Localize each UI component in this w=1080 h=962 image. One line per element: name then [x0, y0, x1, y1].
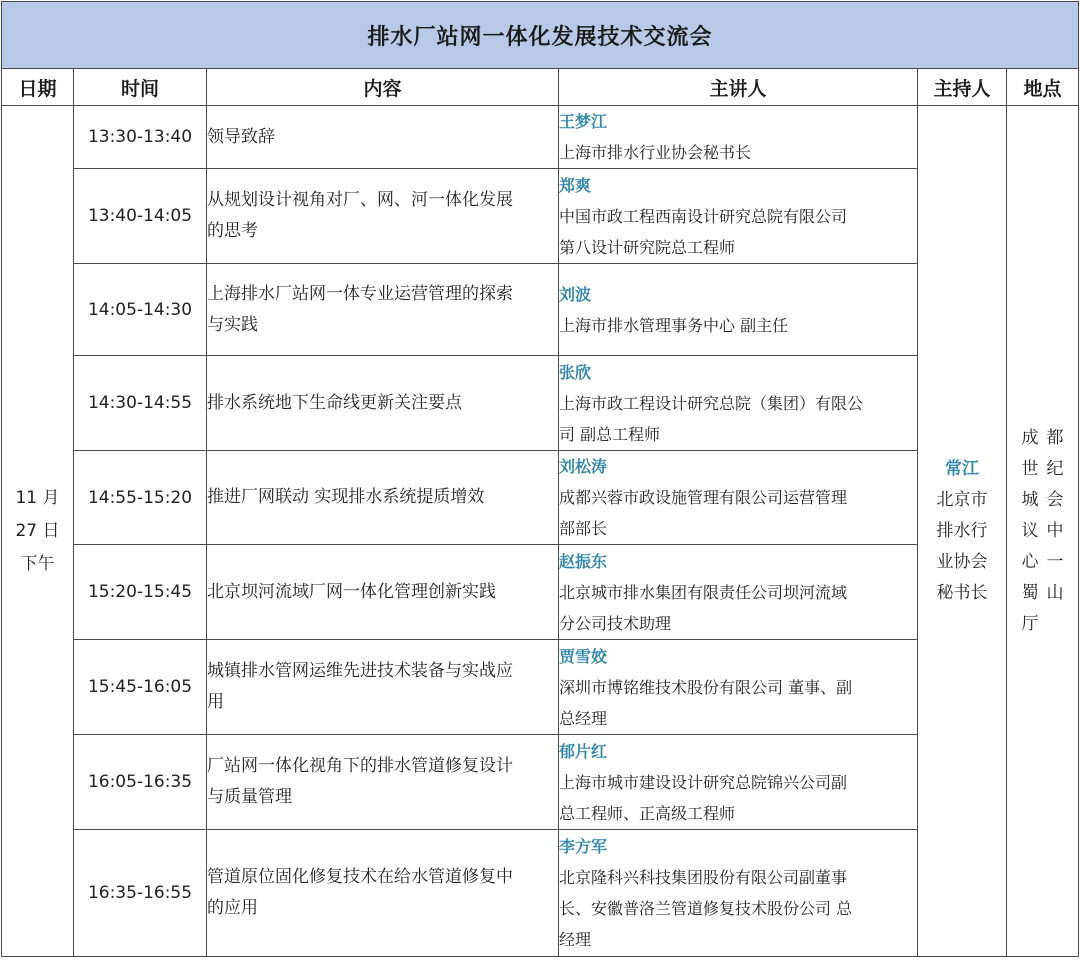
col-header-content: 内容: [207, 69, 559, 106]
speaker-org-line: 北京隆科兴科技集团股份有限公司副董事: [559, 868, 848, 887]
host-org-line: 秘书长: [936, 582, 988, 603]
col-header-date: 日期: [2, 69, 74, 106]
time-cell: 14:05-14:30: [74, 264, 207, 356]
page-title: 排水厂站网一体化发展技术交流会: [2, 2, 1079, 69]
speaker-name: 郁片红: [559, 741, 608, 761]
header-row: [2, 69, 1079, 106]
speaker-org-line: 总工程师、正高级工程师: [559, 803, 736, 823]
speaker-cell: [559, 264, 918, 356]
content-line: 厂站网一体化视角下的排水管道修复设计: [207, 756, 513, 776]
table-row: [2, 356, 1079, 451]
content-line: 与质量管理: [207, 787, 292, 807]
speaker-name: 赵振东: [559, 551, 608, 571]
content-cell: [207, 264, 559, 356]
venue-column: 成 世 城 议 心 蜀 厅: [1021, 427, 1039, 634]
time-cell: 16:05-16:35: [74, 735, 207, 830]
table-row: [2, 169, 1079, 264]
host-org-line: 业协会: [936, 551, 988, 572]
speaker-org-line: 司 副总工程师: [559, 424, 661, 444]
speaker-name: 刘波: [559, 284, 592, 304]
speaker-name: 李方军: [559, 837, 608, 856]
table-row: [2, 451, 1079, 545]
host-name: 常江: [945, 458, 979, 479]
speaker-org-line: 中国市政工程西南设计研究总院有限公司: [559, 206, 848, 226]
speaker-cell: [559, 830, 918, 957]
time-cell: 13:30-13:40: [74, 106, 207, 169]
speaker-name: 张欣: [559, 362, 592, 382]
table-row: [2, 640, 1079, 735]
venue-column: 都 纪 会 中 一 山: [1046, 427, 1064, 603]
col-header-host: 主持人: [918, 69, 1007, 106]
speaker-name: 郑爽: [559, 175, 592, 195]
speaker-org-line: 上海市排水管理事务中心 副主任: [559, 315, 789, 335]
date-cell: [2, 106, 74, 957]
speaker-cell: [559, 545, 918, 640]
venue-cell: [1007, 106, 1079, 957]
time-cell: 15:20-15:45: [74, 545, 207, 640]
speaker-name: 王梦江: [559, 112, 608, 131]
speaker-cell: [559, 640, 918, 735]
content-cell: [207, 735, 559, 830]
speaker-org-line: 北京城市排水集团有限责任公司坝河流域: [559, 582, 848, 602]
content-cell: [207, 640, 559, 735]
speaker-org-line: 部部长: [559, 519, 608, 538]
content-line: 与实践: [207, 314, 258, 335]
content-line: 的应用: [207, 898, 258, 918]
speaker-org-line: 长、安徽普洛兰管道修复技术股份公司 总: [559, 899, 853, 918]
host-org-line: 北京市: [936, 489, 988, 510]
date-line: 11 月: [15, 487, 60, 508]
agenda-body: [2, 106, 1079, 957]
date-line: 下午: [20, 553, 55, 574]
content-line: 排水系统地下生命线更新关注要点: [207, 392, 462, 413]
col-header-speaker: 主讲人: [559, 69, 918, 106]
speaker-org-line: 上海市政工程设计研究总院（集团）有限公: [559, 393, 864, 413]
content-cell: [207, 451, 559, 545]
speaker-org-line: 上海市排水行业协会秘书长: [559, 143, 752, 162]
speaker-org-line: 上海市城市建设设计研究总院锦兴公司副: [559, 772, 848, 792]
speaker-cell: [559, 169, 918, 264]
content-line: 上海排水厂站网一体专业运营管理的探索: [207, 283, 513, 304]
speaker-org-line: 成都兴蓉市政设施管理有限公司运营管理: [559, 488, 848, 507]
time-cell: 15:45-16:05: [74, 640, 207, 735]
speaker-org-line: 经理: [559, 930, 592, 949]
table-row: [2, 830, 1079, 957]
content-line: 领导致辞: [207, 126, 275, 147]
content-cell: [207, 545, 559, 640]
content-cell: [207, 169, 559, 264]
agenda-sheet: [1, 1, 1079, 959]
table-row: [2, 106, 1079, 169]
speaker-cell: [559, 356, 918, 451]
col-header-venue: 地点: [1007, 69, 1079, 106]
content-line: 管道原位固化修复技术在给水管道修复中: [207, 867, 513, 887]
content-cell: [207, 830, 559, 957]
date-line: 27 日: [15, 520, 60, 541]
speaker-org-line: 分公司技术助理: [559, 613, 672, 633]
time-cell: 13:40-14:05: [74, 169, 207, 264]
col-header-time: 时间: [74, 69, 207, 106]
content-line: 从规划设计视角对厂、网、河一体化发展: [207, 190, 513, 210]
speaker-cell: [559, 735, 918, 830]
speaker-name: 贾雪姣: [559, 646, 608, 666]
speaker-cell: [559, 451, 918, 545]
content-cell: [207, 106, 559, 169]
speaker-name: 刘松涛: [559, 457, 608, 476]
content-line: 用: [207, 692, 224, 712]
speaker-org-line: 深圳市博铭维技术股份有限公司 董事、副: [559, 677, 853, 697]
speaker-org-line: 第八设计研究院总工程师: [559, 237, 736, 257]
time-cell: 16:35-16:55: [74, 830, 207, 957]
content-line: 的思考: [207, 221, 258, 241]
content-line: 北京坝河流域厂网一体化管理创新实践: [207, 581, 496, 602]
venue-text: [1007, 423, 1078, 640]
time-cell: 14:30-14:55: [74, 356, 207, 451]
host-cell: [918, 106, 1007, 957]
agenda-table: [1, 1, 1079, 957]
content-cell: [207, 356, 559, 451]
table-row: [2, 735, 1079, 830]
content-line: 城镇排水管网运维先进技术装备与实战应: [207, 661, 513, 681]
table-row: [2, 264, 1079, 356]
table-row: [2, 545, 1079, 640]
time-cell: 14:55-15:20: [74, 451, 207, 545]
speaker-cell: [559, 106, 918, 169]
speaker-org-line: 总经理: [559, 708, 608, 728]
content-line: 推进厂网联动 实现排水系统提质增效: [207, 487, 485, 507]
host-org-line: 排水行: [936, 520, 988, 541]
